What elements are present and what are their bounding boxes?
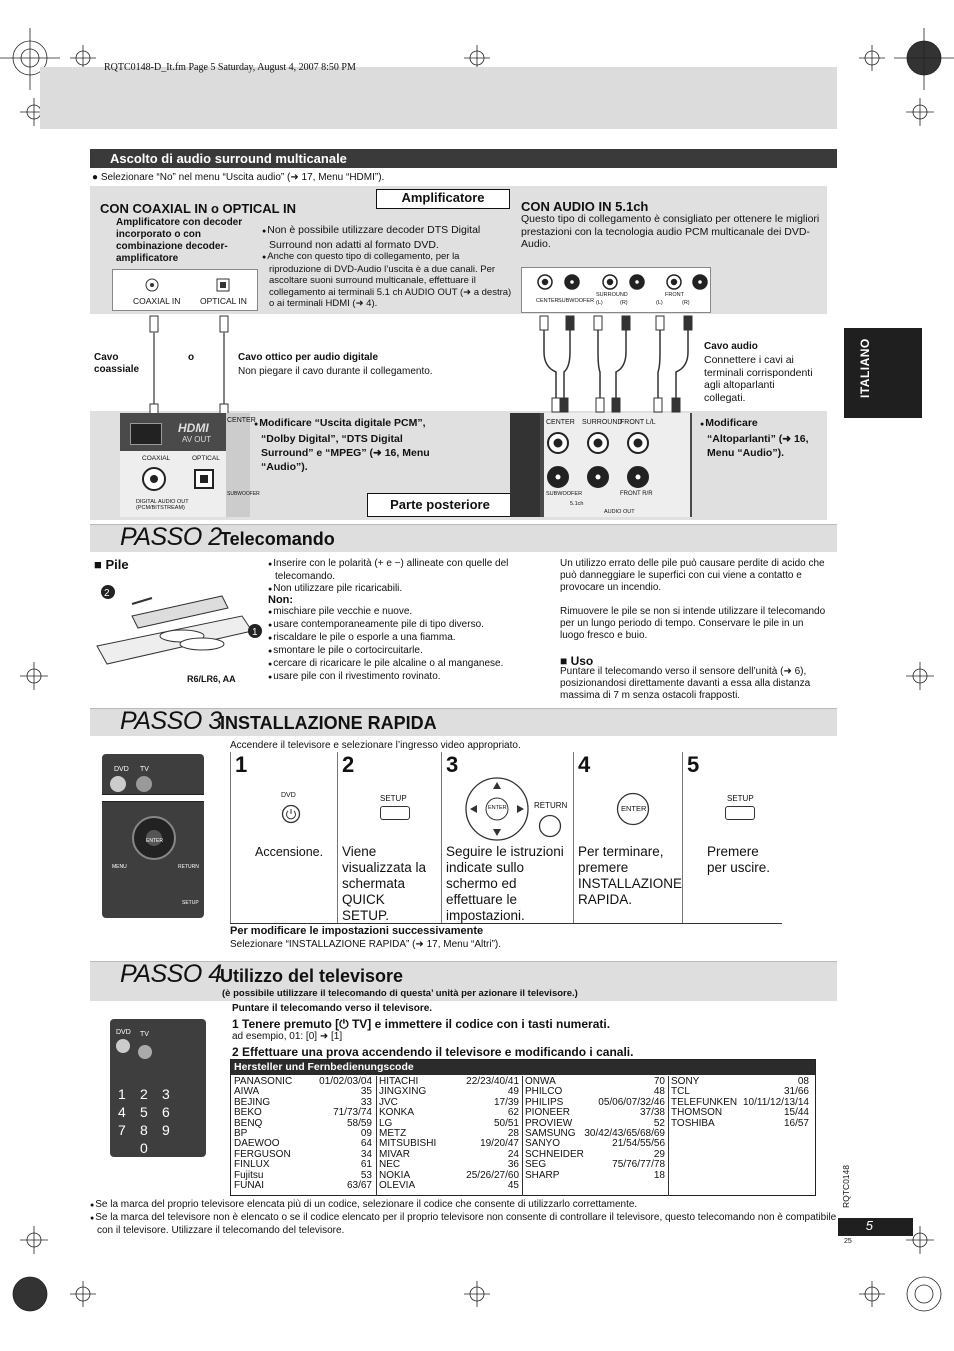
tv-brand-name: MITSUBISHI <box>379 1138 437 1150</box>
tv-brand-name: Fujitsu <box>234 1169 264 1181</box>
step-2-btn-label: SETUP <box>380 794 407 803</box>
passo3-intro: Accendere il televisore e selezionare l’ingresso video appropriato. <box>230 740 521 751</box>
tv-code-column-4 <box>671 1077 809 1129</box>
panel-center-label-left: CENTER <box>227 417 256 424</box>
jack-front-label: FRONT <box>665 292 684 298</box>
step-1-text: Accensione. <box>255 845 324 859</box>
coaxial-jack-icon <box>145 278 159 292</box>
tv-brand-name: SAMSUNG <box>525 1128 576 1140</box>
tv-brand-name: BP <box>234 1128 248 1140</box>
tv-brand-code: 34 <box>360 1148 372 1160</box>
panel-51-jacks-icon <box>546 431 686 491</box>
return-button-icon <box>538 814 562 838</box>
remote-return-label: RETURN <box>178 864 199 870</box>
optical-in-label: OPTICAL IN <box>200 296 247 306</box>
remote-illustration-tv <box>110 1019 206 1157</box>
jack-subwoofer-label: SUBWOOFER <box>558 298 595 304</box>
coaxial-bullet-1: ● Non è possibile utilizzare decoder DTS Digital Surround non adatti al formato DVD. <box>262 224 512 251</box>
tv-brand-name: SHARP <box>525 1169 560 1181</box>
tv-code-table <box>230 1059 816 1196</box>
battery-bullets <box>268 558 550 596</box>
panel-subwoofer-label-left: SUBWOOFER <box>227 491 260 497</box>
tv-code-column-3 <box>525 1077 665 1181</box>
step-2-number: 2 <box>342 752 355 777</box>
tv-brand-code: 25/26/27/60 <box>466 1169 519 1181</box>
step-3-text: Seguire le istruzioni indicate sullo schermo ed effettuare le impostazioni. <box>446 844 564 923</box>
step-5-btn-label: SETUP <box>727 794 754 803</box>
passo2-subtitle: Telecomando <box>220 529 335 549</box>
remote-dvd-power-icon <box>110 776 126 792</box>
tv-brand-code: 71/73/74 <box>333 1107 372 1119</box>
tv-code-column-2 <box>379 1077 519 1191</box>
panel-edge <box>226 413 260 517</box>
svg-text:5: 5 <box>140 1104 148 1120</box>
svg-text:0: 0 <box>140 1140 148 1153</box>
tv-brand-name: SCHNEIDER <box>525 1148 584 1160</box>
audio-cable-desc: Connettere i cavi ai terminali corrispondenti agli altoparlanti collegati. <box>704 354 813 404</box>
remote-tv-power-icon <box>136 776 152 792</box>
hdmi-port-icon <box>130 423 162 445</box>
modify-later-text: Selezionare “INSTALLAZIONE RAPIDA” (➜ 17, Menu “Altri”). <box>230 939 502 950</box>
step-1-btn-label: DVD <box>281 792 296 799</box>
tv-brand-name: LG <box>379 1117 393 1129</box>
tv-brand-code: 35 <box>360 1086 372 1098</box>
step-4 <box>573 752 683 924</box>
tv-brand-code: 48 <box>653 1086 665 1098</box>
power-button-icon <box>281 804 301 824</box>
pile-heading: ■ Pile <box>94 557 129 572</box>
step-2-text: Viene visualizzata la schermata QUICK SETUP. <box>342 844 427 923</box>
tv-code-table-header: Hersteller und Fernbedienungscode <box>231 1060 815 1075</box>
tv-brand-name: FINLUX <box>234 1159 270 1171</box>
non-bullets <box>268 606 550 684</box>
tv-brand-code: 70 <box>653 1076 665 1087</box>
tv-brand-name: BEKO <box>234 1107 262 1119</box>
tv-brand-code: 49 <box>507 1086 519 1098</box>
svg-text:8: 8 <box>140 1122 148 1138</box>
battery-bullet-2: ● Non utilizzare pile ricaricabili. <box>268 583 550 596</box>
tv-brand-code: 53 <box>360 1169 372 1181</box>
passo4-footnotes <box>90 1199 838 1237</box>
tv-brand-code: 31/66 <box>783 1086 809 1098</box>
jack-front-l-label: (L) <box>656 300 663 306</box>
remote-setup-label: SETUP <box>182 900 199 906</box>
tv-brand-code: 61 <box>360 1159 372 1171</box>
step-5-number: 5 <box>687 752 700 777</box>
section-title-bar: Ascolto di audio surround multicanale <box>90 149 837 168</box>
tv-brand-name: NOKIA <box>379 1169 411 1181</box>
tv-code-column-1 <box>234 1077 372 1191</box>
optical-cable-title: Cavo ottico per audio digitale <box>238 352 379 363</box>
tv-brand-code: 30/42/43/65/68/69 <box>584 1128 665 1140</box>
tv-brand-name: PIONEER <box>525 1107 571 1119</box>
tv-brand-code: 36 <box>507 1159 519 1171</box>
remote-tv-label: TV <box>140 766 149 773</box>
step-4-enter-label: ENTER <box>621 804 647 813</box>
tv-brand-code: 01/02/03/04 <box>319 1076 372 1087</box>
remote-tv-dvd-power-icon <box>116 1039 130 1053</box>
step-3-number: 3 <box>446 752 459 777</box>
svg-text:1: 1 <box>252 627 258 638</box>
passo4-bar <box>90 961 837 1001</box>
panel-front-r-label: FRONT R/R <box>620 491 653 497</box>
tv-brand-code: 62 <box>507 1107 519 1119</box>
tv-code-row <box>379 1181 519 1191</box>
footnote-2: ● Se la marca del televisore non è elencato o se il codice elencato per il proprio televisore non consente di controllare il televisore, questo telecomando non è compatibile con il televisore. Utilizzare il telecomando del televisore. <box>90 1212 838 1237</box>
step-3-return-label: RETURN <box>534 801 568 810</box>
tv-brand-code: 09 <box>360 1128 372 1140</box>
non-bullet-2: ● usare contemporaneamente pile di tipo diverso. <box>268 619 550 632</box>
svg-text:3: 3 <box>162 1086 170 1102</box>
non-bullet-6: ● usare pile con il rivestimento rovinato. <box>268 671 550 684</box>
tv-brand-name: NEC <box>379 1159 401 1171</box>
tv-brand-code: 24 <box>507 1148 519 1160</box>
small-page-number: 25 <box>844 1238 852 1245</box>
coaxial-heading: CON COAXIAL IN o OPTICAL IN <box>100 201 296 216</box>
setup-button-icon-2 <box>725 806 755 820</box>
non-bullet-5: ● cercare di ricaricare le pile alcaline o al manganese. <box>268 658 550 671</box>
tv-brand-code: 18 <box>653 1169 665 1181</box>
panel-audio-out-label: AUDIO OUT <box>604 509 635 515</box>
amp-description: Amplificatore con decoder incorporato o con combinazione decoder-amplificatore <box>116 217 243 264</box>
passo4-title: PASSO 4 <box>120 960 222 988</box>
remote-illustration-setup <box>102 754 204 918</box>
tv-brand-code: 29 <box>653 1148 665 1160</box>
jack-center-label: CENTER <box>536 298 559 304</box>
coaxial-in-label: COAXIAL IN <box>133 296 181 306</box>
amp-51-jacks-icon <box>534 273 709 291</box>
remote-menu-label: MENU <box>112 864 127 870</box>
amp-input-panel <box>112 269 258 311</box>
svg-text:7: 7 <box>118 1122 126 1138</box>
passo2-title: PASSO 2 <box>120 523 222 551</box>
tv-brand-name: BEJING <box>234 1096 271 1108</box>
panel-optical-label: OPTICAL <box>192 455 220 462</box>
optical-jack-icon <box>216 278 230 292</box>
jack-front-r-label: (R) <box>682 300 690 306</box>
non-bullet-1: ● mischiare pile vecchie e nuove. <box>268 606 550 619</box>
panel-subwoofer-label-right: SUBWOOFER <box>546 491 583 497</box>
tv-brand-code: 10/11/12/13/14 <box>743 1096 809 1108</box>
passo4-step1: 1 Tenere premuto [⏻ TV] e immettere il codice con i tasti numerati. <box>232 1017 611 1031</box>
tv-brand-name: TOSHIBA <box>671 1117 715 1129</box>
tv-code-row <box>379 1150 519 1160</box>
left-modify-bullet <box>254 416 454 474</box>
amplifier-label: Amplificatore <box>376 189 510 209</box>
tv-code-row <box>234 1119 372 1129</box>
passo4-note: (è possibile utilizzare il telecomando di questa’ unità per azionare il televisore.) <box>222 988 578 999</box>
tv-brand-name: AIWA <box>234 1086 260 1098</box>
battery-bullet-1: ● Inserire con le polarità (+ e −) allineate con quelle del telecomando. <box>268 558 550 583</box>
coaxial-bullet-2: ● Anche con questo tipo di collegamento, per la riproduzione di DVD-Audio l’uscita è a due canali. Per ascoltare suoni surround multicanale, effettuare il collegamento ai terminali 5.1 ch AUDIO OUT (➜ a destra) o ai terminali HDMI (➜ 4). <box>262 251 512 310</box>
battery-storage-note: Rimuovere le pile se non si intende utilizzare il telecomando per un lungo periodo di tempo. Conservare le pile in un luogo fresco e buio. <box>560 606 826 641</box>
tv-brand-name: OLEVIA <box>379 1180 416 1192</box>
tv-brand-code: 05/06/07/32/46 <box>598 1096 665 1108</box>
optical-cable-note: Non piegare il cavo durante il collegamento. <box>238 366 433 377</box>
tv-brand-name: PHILCO <box>525 1086 563 1098</box>
footnote-1: ● Se la marca del proprio televisore elencata più di un codice, selezionare il codice che consente di utilizzarlo correttamente. <box>90 1199 838 1212</box>
point-tv-text: Puntare il telecomando verso il televisore. <box>232 1003 433 1014</box>
passo4-step2: 2 Effettuare una prova accendendo il televisore e modificando i canali. <box>232 1045 634 1059</box>
setup-button-icon <box>380 806 410 820</box>
header-gray-band <box>40 67 837 129</box>
or-label: o <box>188 352 195 363</box>
tv-brand-code: 64 <box>360 1138 372 1150</box>
tv-brand-name: PHILIPS <box>525 1096 564 1108</box>
remote-dvd-label: DVD <box>114 766 129 773</box>
panel-optical-jack-icon <box>194 469 214 489</box>
svg-text:2: 2 <box>140 1086 148 1102</box>
tv-brand-code: 22/23/40/41 <box>466 1076 519 1087</box>
tv-brand-code: 16/57 <box>783 1117 809 1129</box>
panel-coaxial-label: COAXIAL <box>142 455 171 462</box>
tv-code-row <box>525 1171 665 1181</box>
file-info-line: RQTC0148-D_It.fm Page 5 Saturday, August 4, 2007 8:50 PM <box>104 62 356 73</box>
tv-brand-code: 17/39 <box>493 1096 519 1108</box>
tv-brand-name: SANYO <box>525 1138 561 1150</box>
panel-51ch-label: 5.1ch <box>570 501 584 507</box>
uso-text: Puntare il telecomando verso il sensore dell’unità (➜ 6), posizionandosi direttamente davanti a essa alla distanza massima di 7 m senza ostacoli frapposti. <box>560 666 811 701</box>
tv-brand-code: 19/20/47 <box>480 1138 519 1150</box>
tv-brand-name: KONKA <box>379 1107 415 1119</box>
tv-brand-name: METZ <box>379 1128 407 1140</box>
tv-brand-name: MIVAR <box>379 1148 410 1160</box>
tv-brand-name: HITACHI <box>379 1076 419 1087</box>
tv-code-row <box>234 1181 372 1191</box>
digital-audio-out-label: DIGITAL AUDIO OUT (PCM/BITSTREAM) <box>136 499 189 511</box>
tv-brand-name: PANASONIC <box>234 1076 293 1087</box>
battery-type-label: R6/LR6, AA <box>187 674 236 684</box>
tv-brand-code: 50/51 <box>493 1117 519 1129</box>
tv-brand-code: 58/59 <box>346 1117 372 1129</box>
svg-text:2: 2 <box>104 588 110 599</box>
tv-brand-name: DAEWOO <box>234 1138 280 1150</box>
coaxial-bullets <box>262 224 512 310</box>
av-out-label: AV OUT <box>182 435 212 444</box>
step-3-enter-label: ENTER <box>488 805 507 811</box>
tv-brand-name: JVC <box>379 1096 398 1108</box>
panel-center-label-right: CENTER <box>546 419 575 426</box>
passo4-subtitle: Utilizzo del televisore <box>220 966 404 986</box>
modify-later-heading: Per modificare le impostazioni successivamente <box>230 925 484 937</box>
tv-brand-name: SEG <box>525 1159 547 1171</box>
right-modify-text: ● Modificare “Altoparlanti” (➜ 16, Menu “Audio”). <box>700 416 824 460</box>
tv-brand-name: THOMSON <box>671 1107 723 1119</box>
tv-brand-code: 21/54/55/56 <box>612 1138 665 1150</box>
tv-brand-code: 52 <box>653 1117 665 1129</box>
audio51-desc: Questo tipo di collegamento è consigliato per ottenere le migliori prestazioni con la tecnologia audio PCM multicanale dei DVD-Audio. <box>521 213 820 250</box>
remote-tv-tv-label: TV <box>140 1031 149 1038</box>
panel-coaxial-jack-icon <box>142 467 166 491</box>
tv-brand-name: FUNAI <box>234 1180 264 1192</box>
step-4-number: 4 <box>578 752 591 777</box>
step-3 <box>441 752 569 924</box>
tv-brand-name: BENQ <box>234 1117 263 1129</box>
step-2 <box>337 752 437 924</box>
tv-brand-code: 08 <box>797 1076 809 1087</box>
page-number-tab: 5 <box>838 1218 913 1236</box>
passo3-bar <box>90 708 837 736</box>
panel-surround-label: SURROUND <box>582 419 623 426</box>
jack-surround-l-label: (L) <box>596 300 603 306</box>
tv-code-row <box>671 1119 809 1129</box>
right-modify-bullet <box>700 416 824 460</box>
passo2-bar <box>90 524 837 552</box>
tv-brand-name: SONY <box>671 1076 700 1087</box>
tv-brand-name: TCL <box>671 1086 690 1098</box>
tv-brand-code: 45 <box>507 1180 519 1192</box>
amp-51-input-panel <box>521 267 711 313</box>
non-heading: Non: <box>268 594 294 606</box>
tv-brand-code: 33 <box>360 1096 372 1108</box>
tv-brand-code: 75/76/77/78 <box>612 1159 665 1171</box>
coaxial-cable-label: Cavo coassiale <box>94 352 140 375</box>
numeric-keypad-icon <box>114 1085 184 1153</box>
left-cables-drawing <box>140 312 240 422</box>
svg-text:9: 9 <box>162 1122 170 1138</box>
uso-heading: ■ Uso <box>560 654 594 668</box>
doc-code-vertical: RQTC0148 <box>841 1165 851 1208</box>
tv-brand-name: TELEFUNKEN <box>671 1096 738 1108</box>
svg-text:4: 4 <box>118 1104 126 1120</box>
right-cables-drawing <box>530 312 710 422</box>
tv-brand-name: PROVIEW <box>525 1117 573 1129</box>
code-example: ad esempio, 01: [0] ➜ [1] <box>232 1031 343 1042</box>
section-note: ● Selezionare “No” nel menu “Uscita audio” (➜ 17, Menu “HDMI”). <box>92 172 385 183</box>
battery-remote-illustration <box>92 576 262 676</box>
tv-brand-name: ONWA <box>525 1076 556 1087</box>
player-rear-panel-left: HDMI AV OUT COAXIAL OPTICAL DIGITAL AUDIO OUT (PCM/BITSTREAM) <box>120 413 248 517</box>
tv-brand-code: 15/44 <box>783 1107 809 1119</box>
jack-surround-r-label: (R) <box>620 300 628 306</box>
player-rear-panel-right <box>510 413 692 517</box>
language-tab <box>844 328 922 418</box>
tv-brand-name: JINGXING <box>379 1086 427 1098</box>
audio-cable-title: Cavo audio <box>704 341 758 352</box>
left-modify-text: ● Modificare “Uscita digitale PCM”, “Dolby Digital”, “DTS Digital Surround” e “MPEG” (➜ 16, Menu “Audio”). <box>254 416 454 474</box>
remote-tv-dvd-label: DVD <box>116 1029 131 1036</box>
passo3-subtitle: INSTALLAZIONE RAPIDA <box>220 713 437 733</box>
non-bullet-3: ● riscaldare le pile o esporle a una fiamma. <box>268 632 550 645</box>
language-tab-label: ITALIANO <box>858 338 872 398</box>
tv-brand-name: FERGUSON <box>234 1148 291 1160</box>
step-1 <box>230 752 334 924</box>
tv-brand-code: 28 <box>507 1128 519 1140</box>
battery-warning: Un utilizzo errato delle pile può causare perdite di acido che può danneggiare le superfici con cui viene a contatto e provocare un incendio. <box>560 558 825 593</box>
jack-surround-label: SURROUND <box>596 292 628 298</box>
remote-enter-label: ENTER <box>146 838 163 844</box>
tv-brand-code: 37/38 <box>639 1107 665 1119</box>
step-5 <box>682 752 782 924</box>
step-5-text: Premere per uscire. <box>707 844 771 875</box>
svg-text:1: 1 <box>118 1086 126 1102</box>
svg-text:6: 6 <box>162 1104 170 1120</box>
audio51-heading: CON AUDIO IN 5.1ch <box>521 199 649 214</box>
panel-front-l-label: FRONT L/L <box>620 419 656 426</box>
step-1-number: 1 <box>235 752 248 777</box>
passo3-title: PASSO 3 <box>120 707 222 735</box>
remote-tv-power-icon <box>138 1045 152 1059</box>
step-4-text: Per terminare, premere INSTALLAZIONE RAPIDA. <box>578 844 683 907</box>
tv-brand-code: 63/67 <box>346 1180 372 1192</box>
rear-panel-label: Parte posteriore <box>367 493 513 517</box>
non-bullet-4: ● smontare le pile o cortocircuitarle. <box>268 645 550 658</box>
